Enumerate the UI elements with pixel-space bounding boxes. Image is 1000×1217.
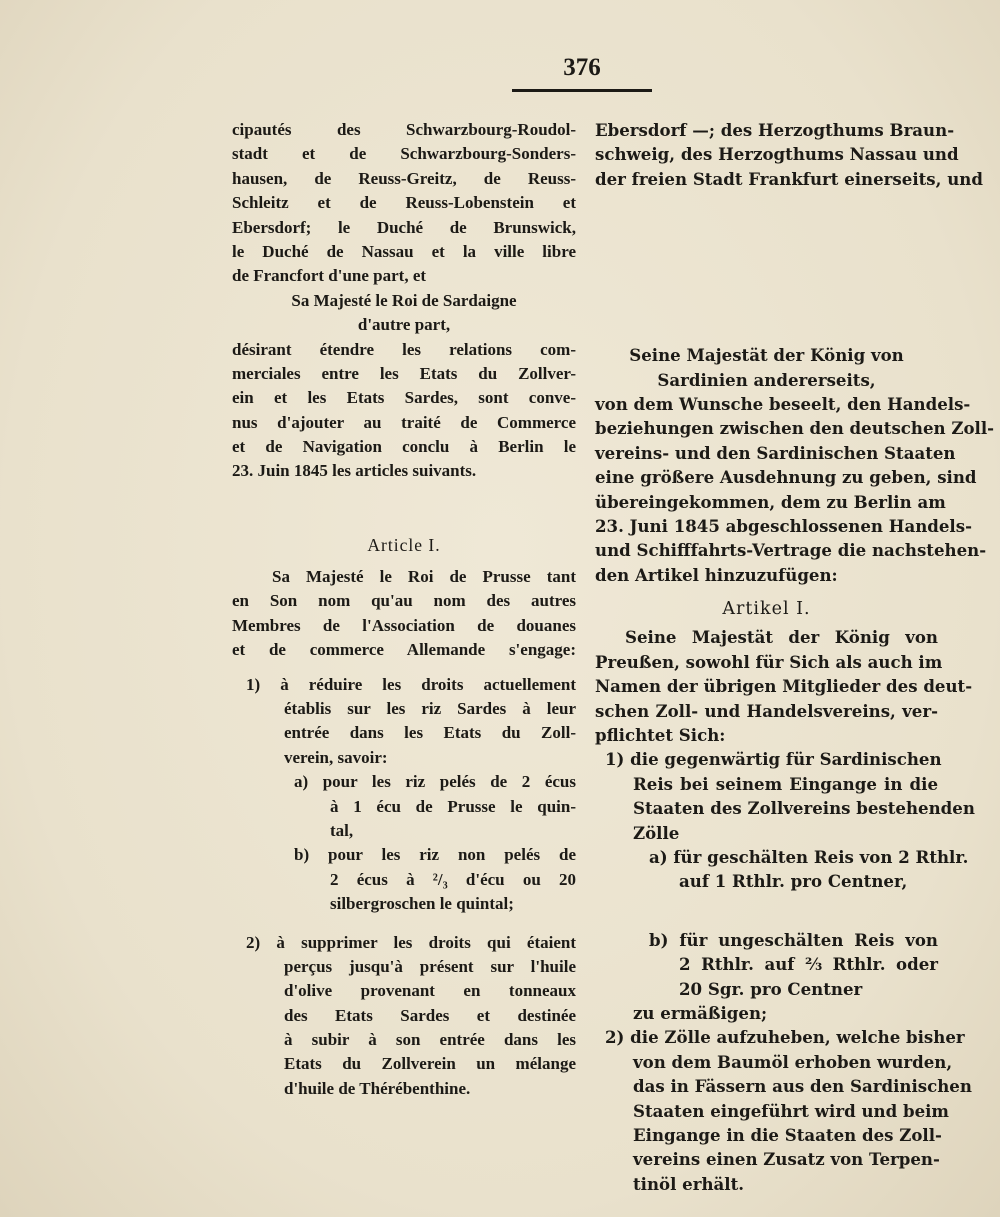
de-article-intro-line: Preußen, sowohl für Sich als auch im: [595, 651, 943, 672]
de-desiring-line: übereingekommen, dem zu Berlin am: [595, 491, 946, 512]
header-rule: [512, 89, 652, 92]
de-sardinia-line: Seine Majestät der König von: [629, 345, 904, 366]
de-desiring-line: und Schifffahrts-Vertrage die nachstehen-: [595, 540, 987, 561]
de-desiring-line: eine größere Ausdehnung zu geben, sind: [595, 467, 977, 488]
de-item2-line: tinöl erhält.: [633, 1173, 745, 1194]
fr-item2-line: 2) à supprimer les droits qui étaient: [246, 932, 576, 952]
fr-desiring-line: merciales entre les Etats du Zollver-: [232, 363, 576, 383]
fr-desiring-line: et de Navigation conclu à Berlin le: [232, 437, 576, 457]
fr-article-intro-line: Sa Majesté le Roi de Prusse tant: [272, 567, 576, 587]
de-item1b-line: b) für ungeschälten Reis von: [649, 929, 938, 950]
french-column: [232, 118, 576, 1101]
fr-desiring-line: ein et les Etats Sardes, sont conve-: [232, 388, 576, 408]
fr-article-intro-line: Membres de l'Association de douanes: [232, 615, 576, 635]
de-article-intro-line: schen Zoll- und Handelsvereins, ver-: [595, 700, 938, 721]
de-article-intro-line: Seine Majestät der König von: [625, 627, 938, 648]
fr-article-intro-line: et de commerce Allemande s'engage:: [232, 640, 576, 660]
de-desiring-line: beziehungen zwischen den deutschen Zoll-: [595, 418, 995, 439]
de-item1b-line: 2 Rthlr. auf ⅔ Rthlr. oder: [679, 954, 938, 975]
fr-article-intro-line: en Son nom qu'au nom des autres: [232, 591, 576, 611]
fr-item2-line: à subir à son entrée dans les: [284, 1030, 576, 1050]
de-article-intro-line: Namen der übrigen Mitglieder des deut-: [595, 676, 973, 697]
de-article-intro-line: pflichtet Sich:: [595, 725, 726, 746]
fr-item1b-line: 2 écus à ²/₃ d'écu ou 20: [330, 869, 576, 889]
fr-sardinia-line: d'autre part,: [357, 315, 451, 335]
german-column: [595, 118, 995, 1196]
de-sardinia-line: Sardinien andererseits,: [657, 369, 876, 390]
fr-desiring-line: désirant étendre les relations com-: [232, 339, 576, 359]
fr-desiring-line: 23. Juin 1845 les articles suivants.: [232, 461, 477, 481]
de-intro-line: Ebersdorf —; des Herzogthums Braun-: [595, 120, 955, 140]
fr-desiring-line: nus d'ajouter au traité de Commerce: [232, 412, 576, 432]
fr-intro-line: cipautés des Schwarzbourg-Roudol-: [232, 120, 576, 139]
de-item2-line: 2) die Zölle aufzuheben, welche bisher: [605, 1027, 965, 1048]
fr-item2-line: Etats du Zollverein un mélange: [284, 1054, 576, 1074]
de-item2-line: das in Fässern aus den Sardinischen: [633, 1076, 972, 1097]
fr-item2-line: des Etats Sardes et destinée: [284, 1005, 576, 1025]
de-desiring-line: vereins- und den Sardinischen Staaten: [595, 442, 956, 463]
fr-item1a-line: à 1 écu de Prusse le quin-: [330, 796, 576, 816]
de-item1-line: 1) die gegenwärtig für Sardinischen: [605, 749, 942, 770]
fr-intro-line: le Duché de Nassau et la ville libre: [232, 241, 576, 261]
de-item1-line: Staaten des Zollvereins bestehenden: [633, 798, 975, 819]
fr-intro-line: Schleitz et de Reuss-Lobenstein et: [232, 193, 576, 213]
de-item1-line: Reis bei seinem Eingange in die: [633, 773, 938, 794]
fr-item1-line: verein, savoir:: [284, 747, 388, 767]
page-number: 376: [563, 54, 601, 81]
de-intro-line: der freien Stadt Frankfurt einerseits, und: [595, 168, 983, 189]
de-intro-line: schweig, des Herzogthums Nassau und: [595, 144, 959, 165]
fr-item1b-line: b) pour les riz non pelés de: [294, 845, 576, 865]
fr-item1a-line: tal,: [330, 820, 354, 840]
fr-item2-line: d'huile de Thérébenthine.: [284, 1078, 471, 1098]
de-item2-line: von dem Baumöl erhoben wurden,: [633, 1051, 953, 1072]
fr-item1-line: 1) à réduire les droits actuellement: [246, 674, 576, 694]
de-article-heading: Artikel I.: [722, 599, 811, 620]
de-item1-line: Zölle: [633, 822, 680, 843]
de-desiring-line: 23. Juni 1845 abgeschlossenen Handels-: [595, 515, 972, 536]
de-item1a-line: auf 1 Rthlr. pro Centner,: [679, 871, 908, 892]
de-desiring-line: den Artikel hinzuzufügen:: [595, 564, 838, 585]
fr-item1b-line: silbergroschen le quintal;: [330, 894, 514, 914]
de-item2-line: vereins einen Zusatz von Terpen-: [633, 1149, 940, 1170]
fr-item1-line: établis sur les riz Sardes à leur: [284, 699, 576, 718]
fr-article-heading: Article I.: [367, 534, 441, 555]
fr-item2-line: d'olive provenant en tonneaux: [284, 981, 576, 1001]
de-item1a-line: a) für geschälten Reis von 2 Rthlr.: [649, 846, 969, 867]
de-item2-line: Staaten eingeführt wird und beim: [633, 1100, 949, 1121]
fr-item2-line: perçus jusqu'à présent sur l'huile: [284, 956, 576, 976]
fr-item1a-line: a) pour les riz pelés de 2 écus: [294, 772, 576, 792]
de-item1-end: zu ermäßigen;: [633, 1002, 768, 1023]
de-item2-line: Eingange in die Staaten des Zoll-: [633, 1124, 942, 1145]
fr-item1-line: entrée dans les Etats du Zoll-: [284, 723, 576, 743]
de-item1b-line: 20 Sgr. pro Centner: [679, 978, 863, 999]
de-desiring-line: von dem Wunsche beseelt, den Handels-: [595, 393, 971, 414]
fr-intro-line: de Francfort d'une part, et: [232, 266, 427, 286]
fr-intro-line: hausen, de Reuss-Greitz, de Reuss-: [232, 168, 576, 188]
fr-intro-line: Ebersdorf; le Duché de Brunswick,: [232, 217, 576, 237]
fr-intro-line: stadt et de Schwarzbourg-Sonders-: [232, 144, 576, 164]
fr-sardinia-line: Sa Majesté le Roi de Sardaigne: [291, 290, 517, 310]
